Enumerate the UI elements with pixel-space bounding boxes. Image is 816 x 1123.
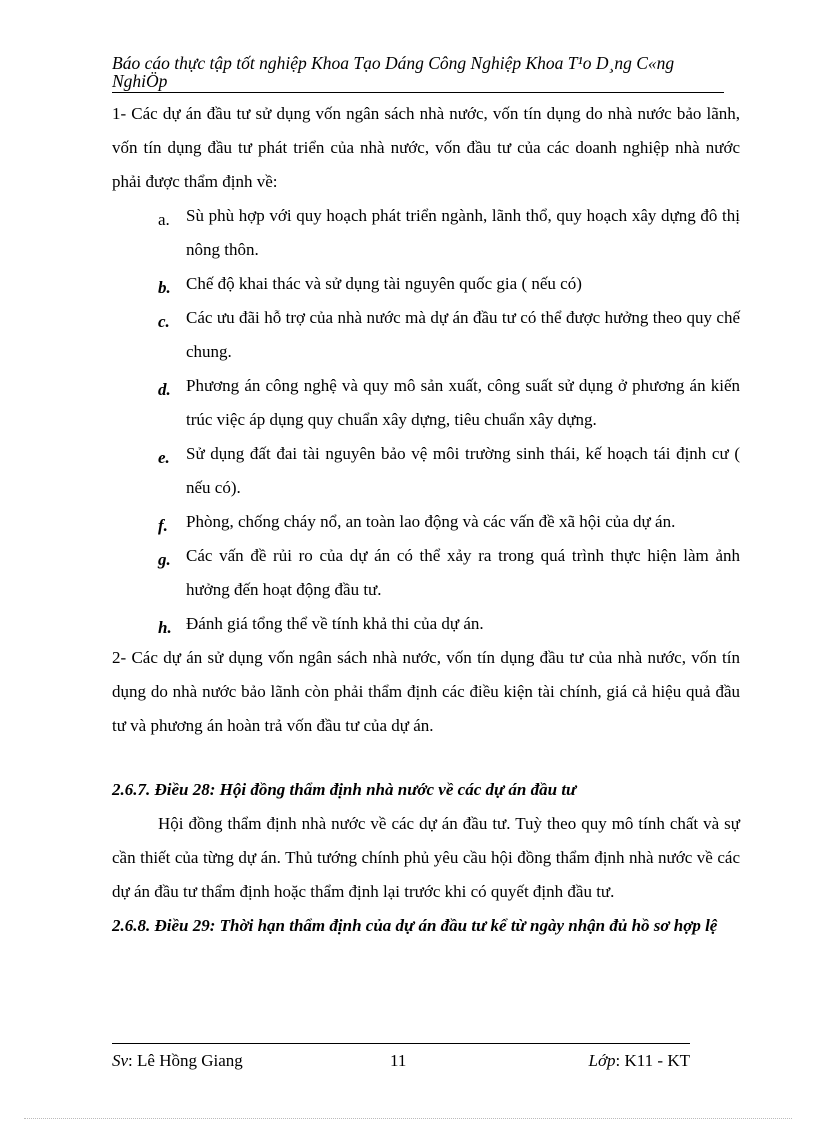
list-item-text: Các ưu đãi hỗ trợ của nhà nước mà dự án đầu tư có thể được hưởng theo quy chế chung. — [186, 308, 740, 361]
list-item — [112, 437, 740, 505]
list-item — [112, 301, 740, 369]
list-item — [112, 267, 740, 301]
footer-class — [589, 1050, 690, 1072]
list-marker: g. — [158, 550, 171, 569]
footer-divider — [112, 1043, 690, 1044]
document-body — [112, 97, 740, 943]
list-item-text: Phòng, chống cháy nổ, an toàn lao động và các vấn đề xã hội của dự án. — [186, 512, 676, 531]
page-number: 11 — [390, 1051, 407, 1070]
list-item — [112, 505, 740, 539]
header-line-1: Báo cáo thực tập tốt nghiệp Khoa Tạo Dáng Công Nghiệp Khoa T¹o D¸ng C«ng — [112, 53, 675, 73]
page-edge-divider — [24, 1118, 792, 1119]
list-item-text: Chế độ khai thác và sử dụng tài nguyên quốc gia ( nếu có) — [186, 274, 582, 293]
footer-sv-label: Sv — [112, 1051, 129, 1070]
paragraph-2-6-7: Hội đồng thẩm định nhà nước về các dự án đầu tư. Tuỳ theo quy mô tính chất và sự cần thiết của từng dự án. Thủ tướng chính phủ yêu cầu hội đồng thẩm định nhà nước về các dự án đầu tư thẩm định hoặc thẩm định lại trước khi có quyết định đầu tư. — [112, 814, 740, 901]
list-item — [112, 199, 740, 267]
list-item-text: Sử dụng đất đai tài nguyên bảo vệ môi trường sinh thái, kế hoạch tái định cư ( nếu có). — [186, 444, 740, 497]
footer-student — [112, 1050, 243, 1072]
criteria-list — [112, 199, 740, 641]
footer-lop-label: Lớp — [588, 1051, 616, 1070]
list-item — [112, 539, 740, 607]
spacer — [112, 743, 740, 773]
list-marker: h. — [158, 618, 172, 637]
list-item-text: Đánh giá tổng thể về tính khả thi của dự án. — [186, 614, 484, 633]
footer-lop-value: : K11 - KT — [615, 1051, 690, 1070]
list-marker: a. — [158, 210, 170, 229]
page-header — [112, 53, 724, 93]
header-line-2: NghiÖp — [112, 71, 168, 91]
list-item — [112, 369, 740, 437]
list-item-text: Phương án công nghệ và quy mô sản xuất, công suất sử dụng ở phương án kiến trúc việc áp dụng quy chuẩn xây dựng, tiêu chuẩn xây dựng. — [186, 376, 740, 429]
list-marker: f. — [158, 516, 168, 535]
footer-sv-name: : Lê Hồng Giang — [128, 1051, 243, 1070]
heading-2-6-8: 2.6.8. Điều 29: Thời hạn thẩm định của dự án đầu tư kể từ ngày nhận đủ hồ sơ hợp lệ — [112, 916, 718, 935]
heading-2-6-7: 2.6.7. Điều 28: Hội đồng thẩm định nhà nước về các dự án đầu tư — [112, 780, 577, 799]
list-item-text: Sù phù hợp với quy hoạch phát triển ngành, lãnh thổ, quy hoạch xây dựng đô thị nông thôn. — [186, 206, 740, 259]
section2-paragraph: 2- Các dự án sử dụng vốn ngân sách nhà nước, vốn tín dụng đầu tư của nhà nước, vốn tín dụng do nhà nước bảo lãnh còn phải thẩm định các điều kiện tài chính, giá cả hiệu quả đầu tư và phương án hoàn trả vốn đầu tư của dự án. — [112, 648, 740, 735]
list-marker: d. — [158, 380, 171, 399]
section1-intro: 1- Các dự án đầu tư sử dụng vốn ngân sách nhà nước, vốn tín dụng do nhà nước bảo lãnh, vốn tín dụng đầu tư phát triển của nhà nước, vốn đầu tư của các doanh nghiệp nhà nước phải được thẩm định về: — [112, 104, 740, 191]
list-marker: b. — [158, 278, 171, 297]
list-item-text: Các vấn đề rủi ro của dự án có thể xảy ra trong quá trình thực hiện làm ảnh hưởng đến hoạt động đầu tư. — [186, 546, 740, 599]
list-marker: e. — [158, 448, 170, 467]
list-marker: c. — [158, 312, 170, 331]
list-item — [112, 607, 740, 641]
